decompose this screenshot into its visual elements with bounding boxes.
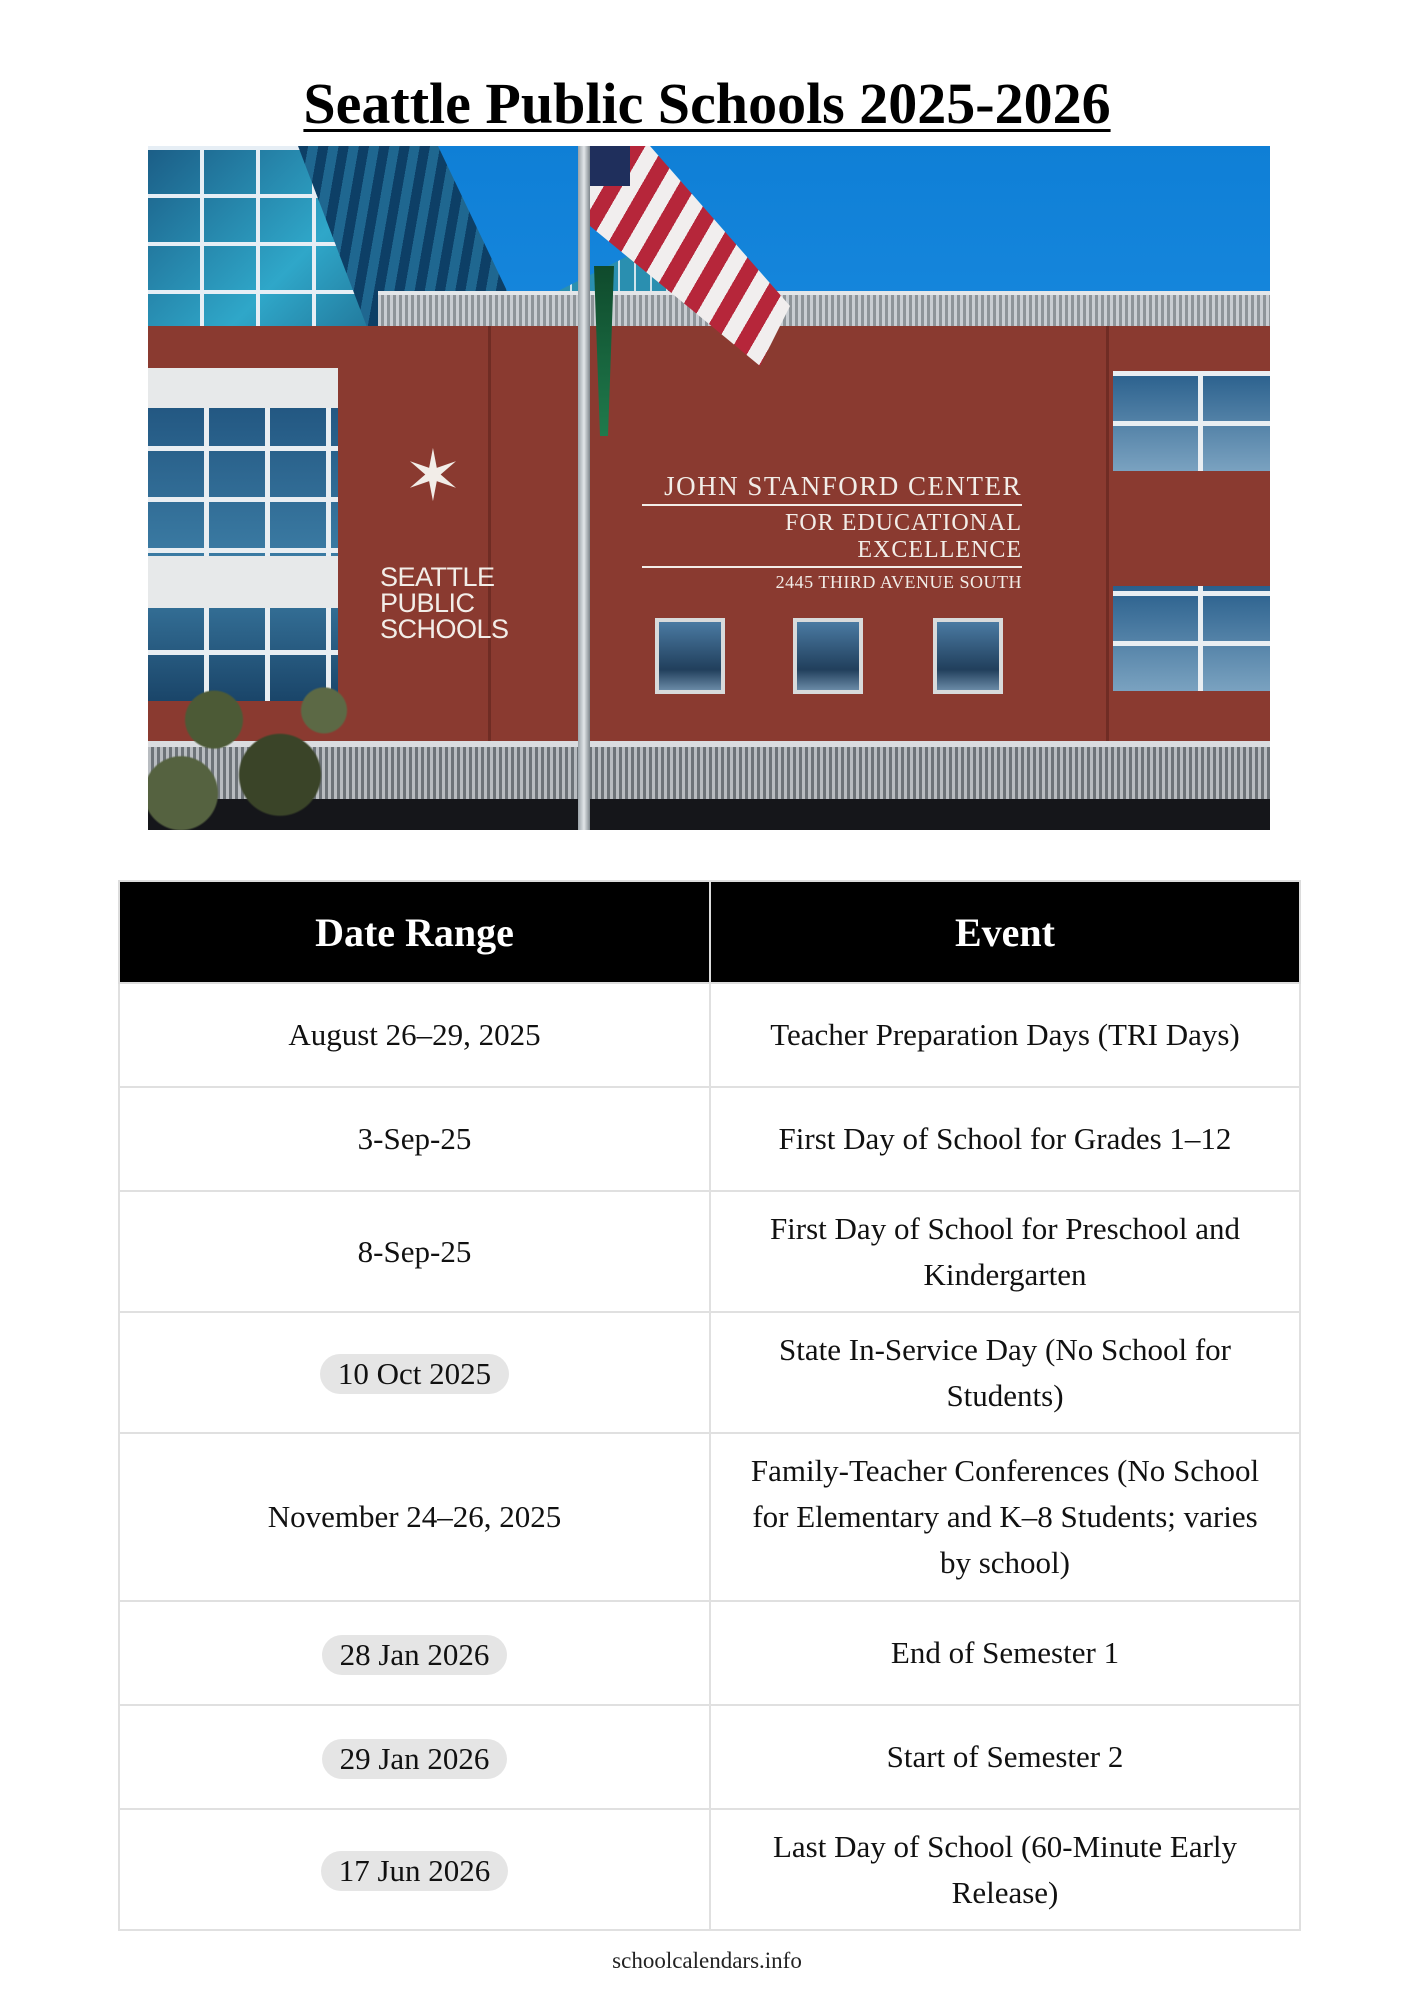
sign-line: JOHN STANFORD CENTER xyxy=(642,471,1022,506)
date-cell: August 26–29, 2025 xyxy=(119,983,710,1087)
window xyxy=(793,618,863,694)
event-cell: State In-Service Day (No School for Students) xyxy=(710,1312,1300,1433)
footer-source: schoolcalendars.info xyxy=(612,1948,802,1973)
page-title: Seattle Public Schools 2025-2026 xyxy=(303,71,1111,136)
flag-pole xyxy=(578,146,590,830)
table-row xyxy=(119,1433,1300,1601)
building-sign xyxy=(642,471,1022,593)
wall-band xyxy=(148,368,338,408)
date-cell xyxy=(119,1705,710,1809)
event-cell: First Day of School for Preschool and Kindergarten xyxy=(710,1191,1300,1312)
window xyxy=(933,618,1003,694)
date-pill: 10 Oct 2025 xyxy=(320,1354,509,1394)
seattle-schools-sign xyxy=(380,562,509,644)
event-cell: First Day of School for Grades 1–12 xyxy=(710,1087,1300,1191)
sign-line: SEATTLE xyxy=(380,562,495,592)
event-cell: Family-Teacher Conferences (No School for Elementary and K–8 Students; varies by school) xyxy=(710,1433,1300,1601)
windows-right-upper xyxy=(1113,371,1270,471)
column-header-date-range: Date Range xyxy=(119,881,710,983)
table-row xyxy=(119,983,1300,1087)
date-cell xyxy=(119,1809,710,1930)
date-cell xyxy=(119,1601,710,1705)
panel-seam xyxy=(1106,326,1109,741)
event-cell: Last Day of School (60-Minute Early Release) xyxy=(710,1809,1300,1930)
date-cell: November 24–26, 2025 xyxy=(119,1433,710,1601)
date-cell: 8-Sep-25 xyxy=(119,1191,710,1312)
date-cell xyxy=(119,1312,710,1433)
panel-seam xyxy=(488,326,491,741)
table-row xyxy=(119,1312,1300,1433)
table-row xyxy=(119,1601,1300,1705)
event-cell: Teacher Preparation Days (TRI Days) xyxy=(710,983,1300,1087)
date-pill: 28 Jan 2026 xyxy=(322,1635,508,1675)
date-pill: 29 Jan 2026 xyxy=(322,1739,508,1779)
date-pill: 17 Jun 2026 xyxy=(321,1851,509,1891)
roof-railing xyxy=(378,291,1270,327)
sign-line: PUBLIC xyxy=(380,588,475,618)
table-header-row xyxy=(119,881,1300,983)
sign-line: FOR EDUCATIONAL EXCELLENCE xyxy=(642,510,1022,568)
event-cell: End of Semester 1 xyxy=(710,1601,1300,1705)
sign-address: 2445 THIRD AVENUE SOUTH xyxy=(775,572,1022,592)
tree xyxy=(148,646,368,830)
windows-right-lower xyxy=(1113,586,1270,691)
column-header-event: Event xyxy=(710,881,1300,983)
seattle-schools-logo-icon: ✶ xyxy=(403,435,463,517)
sign-line: SCHOOLS xyxy=(380,614,509,644)
flag-canton xyxy=(590,146,630,186)
wall-band xyxy=(148,556,338,608)
building-photo xyxy=(148,146,1270,830)
table-row xyxy=(119,1191,1300,1312)
date-cell: 3-Sep-25 xyxy=(119,1087,710,1191)
event-cell: Start of Semester 2 xyxy=(710,1705,1300,1809)
calendar-table xyxy=(118,880,1301,1931)
table-row xyxy=(119,1705,1300,1809)
window xyxy=(655,618,725,694)
table-row xyxy=(119,1809,1300,1930)
table-row xyxy=(119,1087,1300,1191)
